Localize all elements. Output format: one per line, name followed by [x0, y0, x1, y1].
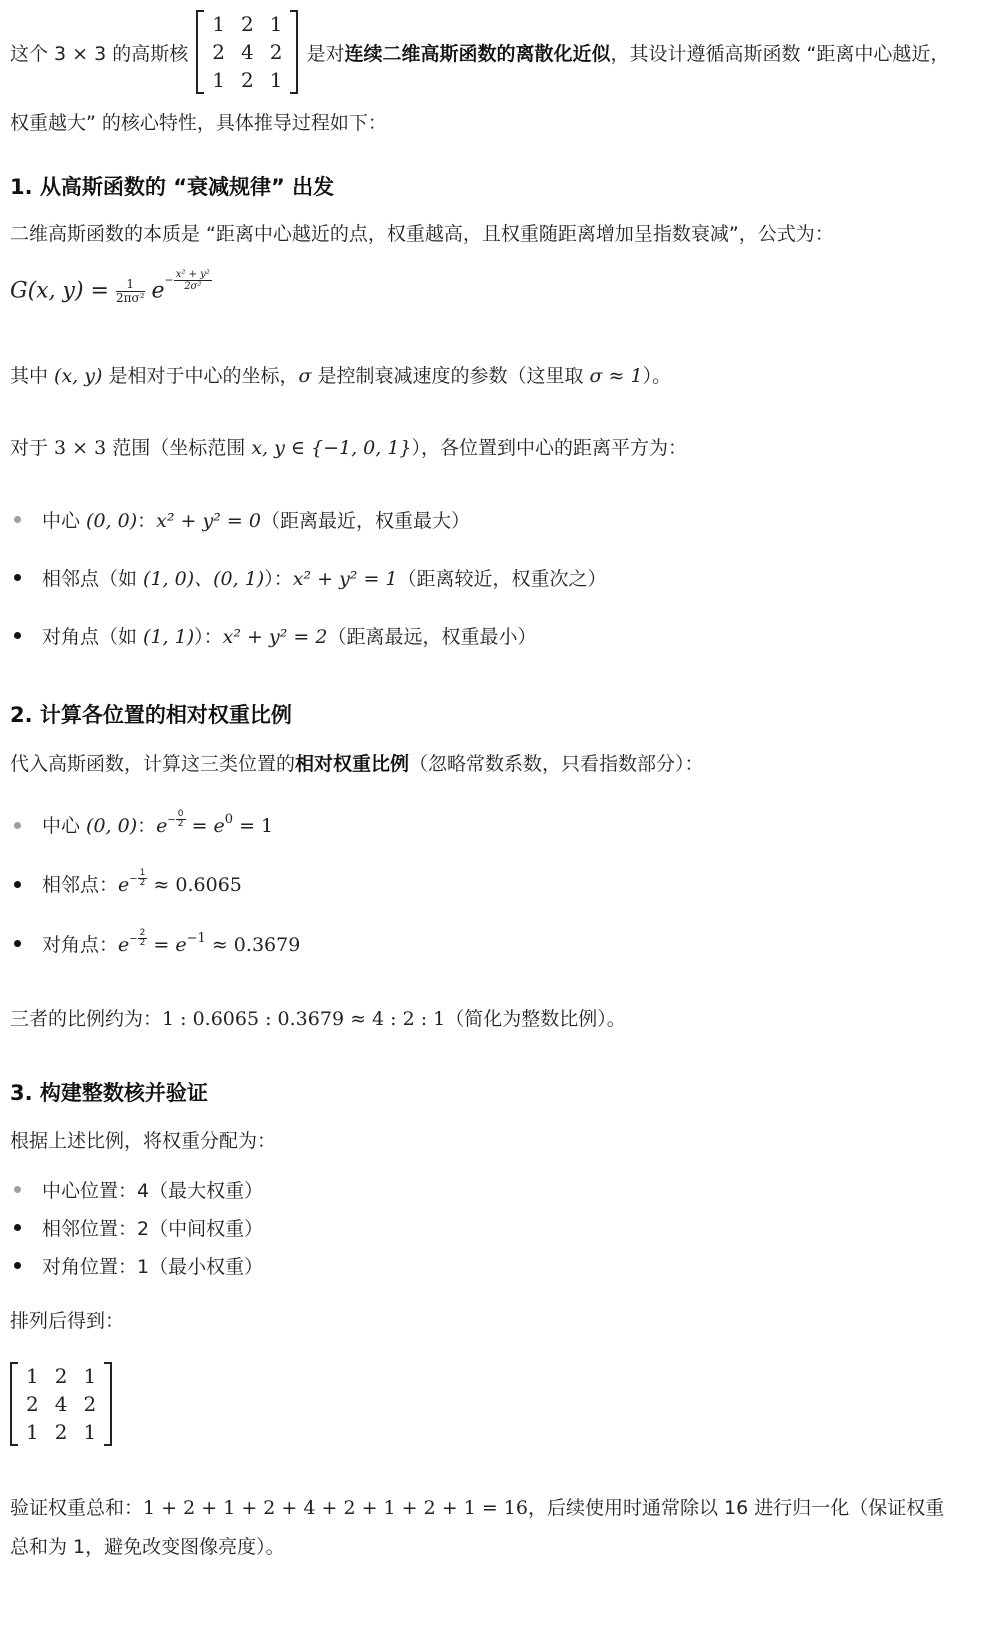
- gaussian-formula: G(x, y) = $\frac{1}{\text{2πσ²}}$ e− $\frac{\text{x² + y²}}{\text{2σ²}}$: [10, 269, 210, 305]
- kernel-matrix-display: 1 2 1 2 4 2 1 2 1: [10, 1362, 112, 1446]
- bullet-icon: [14, 632, 21, 639]
- s3-list-item: 对角位置：1（最小权重）: [42, 1256, 264, 1278]
- intro-paragraph: [10, 10, 949, 94]
- s1-paragraph-2: 其中 (x, y) 是相对于中心的坐标，σ 是控制衰减速度的参数（这里取 σ ≈ 1）。: [10, 365, 672, 387]
- intro-bold: 连续二维高斯函数的离散化近似: [344, 42, 611, 65]
- s3-paragraph-4: 总和为 1，避免改变图像亮度）。: [10, 1536, 285, 1558]
- s3-paragraph-3: 验证权重总和：1 + 2 + 1 + 2 + 4 + 2 + 1 + 2 + 1 = 16，后续使用时通常除以 16 进行归一化（保证权重: [10, 1497, 945, 1519]
- section-2-heading: 2. 计算各位置的相对权重比例: [10, 703, 292, 727]
- s1-list-item: 相邻点（如 (1, 0)、(0, 1)）：x² + y² = 1（距离较近，权重次之）: [42, 568, 607, 590]
- s3-paragraph-2: 排列后得到：: [10, 1310, 125, 1332]
- s1-list-item: 中心 (0, 0)：x² + y² = 0（距离最近，权重最大）: [42, 510, 470, 532]
- bullet-icon: [14, 881, 21, 888]
- s2-list-item: 相邻点：e− $\frac{1}{2}$ ≈ 0.6065: [42, 867, 242, 896]
- intro-text-1: 这个 3 × 3 的高斯核: [10, 42, 189, 65]
- bullet-icon: [14, 822, 21, 829]
- kernel-matrix-inline: 1 2 1 2 4 2 1 2 1: [196, 10, 298, 94]
- intro-text-4: ，其设计遵循高斯函数 “距离中心越近，: [610, 42, 950, 65]
- bullet-icon: [14, 940, 21, 947]
- s2-paragraph-1: 代入高斯函数，计算这三类位置的相对权重比例（忽略常数系数，只看指数部分）：: [10, 753, 704, 775]
- s1-paragraph-1: 二维高斯函数的本质是 “距离中心越近的点，权重越高，且权重随距离增加呈指数衰减”，公式为：: [10, 223, 834, 245]
- bullet-icon: [14, 1186, 21, 1193]
- s3-paragraph-1: 根据上述比例，将权重分配为：: [10, 1130, 277, 1152]
- intro-text-2: 是对: [306, 42, 345, 65]
- s3-list-item: 中心位置：4（最大权重）: [42, 1180, 264, 1202]
- s2-list-item: 对角点：e− $\frac{2}{2}$ = $e^{-1} \approx 0.3679$: [42, 927, 301, 956]
- s3-list-item: 相邻位置：2（中间权重）: [42, 1218, 264, 1240]
- bullet-icon: [14, 516, 21, 523]
- section-3-heading: 3. 构建整数核并验证: [10, 1081, 208, 1105]
- s2-list-item: 中心 (0, 0)：e− $\frac{0}{2}$ = $e^0 = 1$: [42, 808, 274, 837]
- s1-paragraph-3: 对于 3 × 3 范围（坐标范围 x, y ∈ {−1, 0, 1}），各位置到中心的距离平方为：: [10, 437, 688, 459]
- bullet-icon: [14, 574, 21, 581]
- bullet-icon: [14, 1262, 21, 1269]
- s2-paragraph-2: 三者的比例约为：1 : 0.6065 : 0.3679 ≈ 4 : 2 : 1（简化为整数比例）。: [10, 1008, 626, 1030]
- section-1-heading: 1. 从高斯函数的 “衰减规律” 出发: [10, 175, 335, 199]
- bullet-icon: [14, 1224, 21, 1231]
- intro-line-2: 权重越大” 的核心特性，具体推导过程如下：: [10, 112, 387, 134]
- s1-list-item: 对角点（如 (1, 1)）：x² + y² = 2（距离最远，权重最小）: [42, 626, 537, 648]
